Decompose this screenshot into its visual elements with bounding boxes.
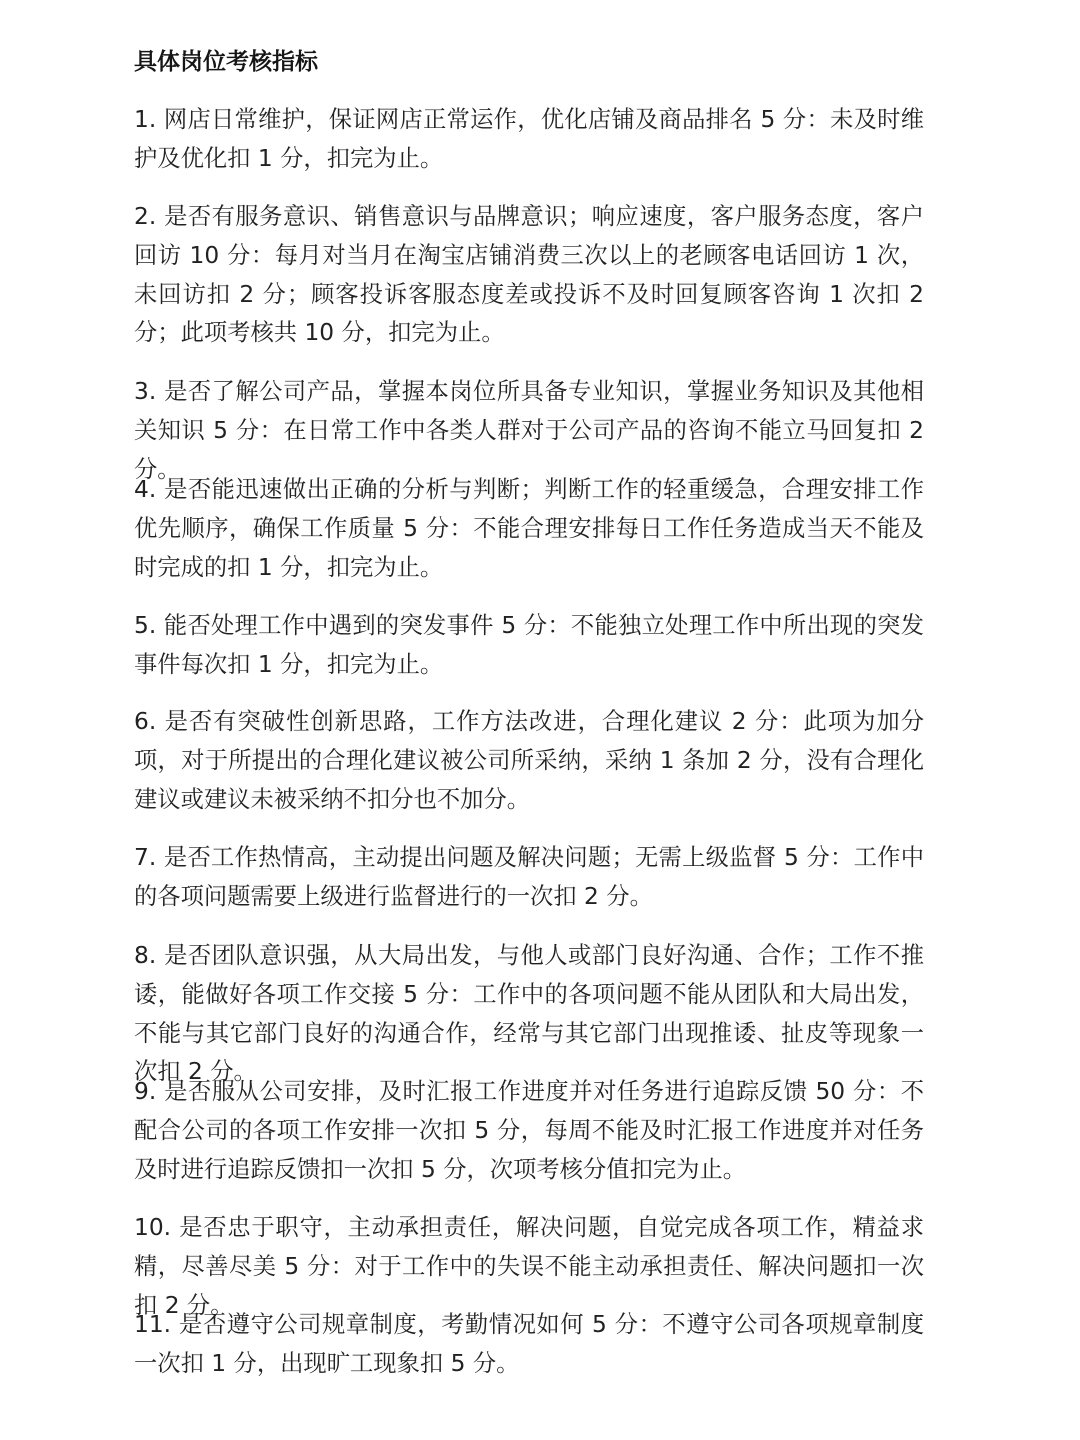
page-title: 具体岗位考核指标	[134, 49, 318, 75]
criterion-item-4: 4. 是否能迅速做出正确的分析与判断；判断工作的轻重缓急，合理安排工作优先顺序，确保工作质量 5 分：不能合理安排每日工作任务造成当天不能及时完成的扣 1 分，扣完为止。	[134, 476, 924, 581]
criterion-item-10: 10. 是否忠于职守，主动承担责任，解决问题，自觉完成各项工作，精益求精，尽善尽美 5 分：对于工作中的失误不能主动承担责任、解决问题扣一次扣 2 分。	[134, 1214, 924, 1319]
criterion-item-11: 11. 是否遵守公司规章制度，考勤情况如何 5 分：不遵守公司各项规章制度一次扣 1 分，出现旷工现象扣 5 分。	[134, 1311, 924, 1377]
criterion-item-7: 7. 是否工作热情高，主动提出问题及解决问题；无需上级监督 5 分：工作中的各项问题需要上级进行监督进行的一次扣 2 分。	[134, 844, 924, 910]
criterion-item-8: 8. 是否团队意识强，从大局出发，与他人或部门良好沟通、合作；工作不推诿，能做好各项工作交接 5 分：工作中的各项问题不能从团队和大局出发，不能与其它部门良好的沟通合作，经常与其它部门出现推诿、扯皮等现象一次扣 2 分。	[134, 942, 924, 1086]
criterion-item-3: 3. 是否了解公司产品，掌握本岗位所具备专业知识，掌握业务知识及其他相关知识 5 分：在日常工作中各类人群对于公司产品的咨询不能立马回复扣 2 分。	[134, 378, 924, 483]
criterion-item-6: 6. 是否有突破性创新思路，工作方法改进，合理化建议 2 分：此项为加分项，对于所提出的合理化建议被公司所采纳，采纳 1 条加 2 分，没有合理化建议或建议未被采纳不扣分也不加分。	[134, 708, 924, 813]
criterion-item-5: 5. 能否处理工作中遇到的突发事件 5 分：不能独立处理工作中所出现的突发事件每次扣 1 分，扣完为止。	[134, 612, 924, 678]
criterion-item-9: 9. 是否服从公司安排，及时汇报工作进度并对任务进行追踪反馈 50 分：不配合公司的各项工作安排一次扣 5 分，每周不能及时汇报工作进度并对任务及时进行追踪反馈扣一次扣 5 分，次项考核分值扣完为止。	[134, 1078, 924, 1183]
criterion-item-1: 1. 网店日常维护，保证网店正常运作，优化店铺及商品排名 5 分：未及时维护及优化扣 1 分，扣完为止。	[134, 106, 924, 172]
criterion-item-2: 2. 是否有服务意识、销售意识与品牌意识；响应速度，客户服务态度，客户回访 10 分：每月对当月在淘宝店铺消费三次以上的老顾客电话回访 1 次，未回访扣 2 分；顾客投诉客服态度差或投诉不及时回复顾客咨询 1 次扣 2 分；此项考核共 10 分，扣完为止。	[134, 203, 924, 347]
